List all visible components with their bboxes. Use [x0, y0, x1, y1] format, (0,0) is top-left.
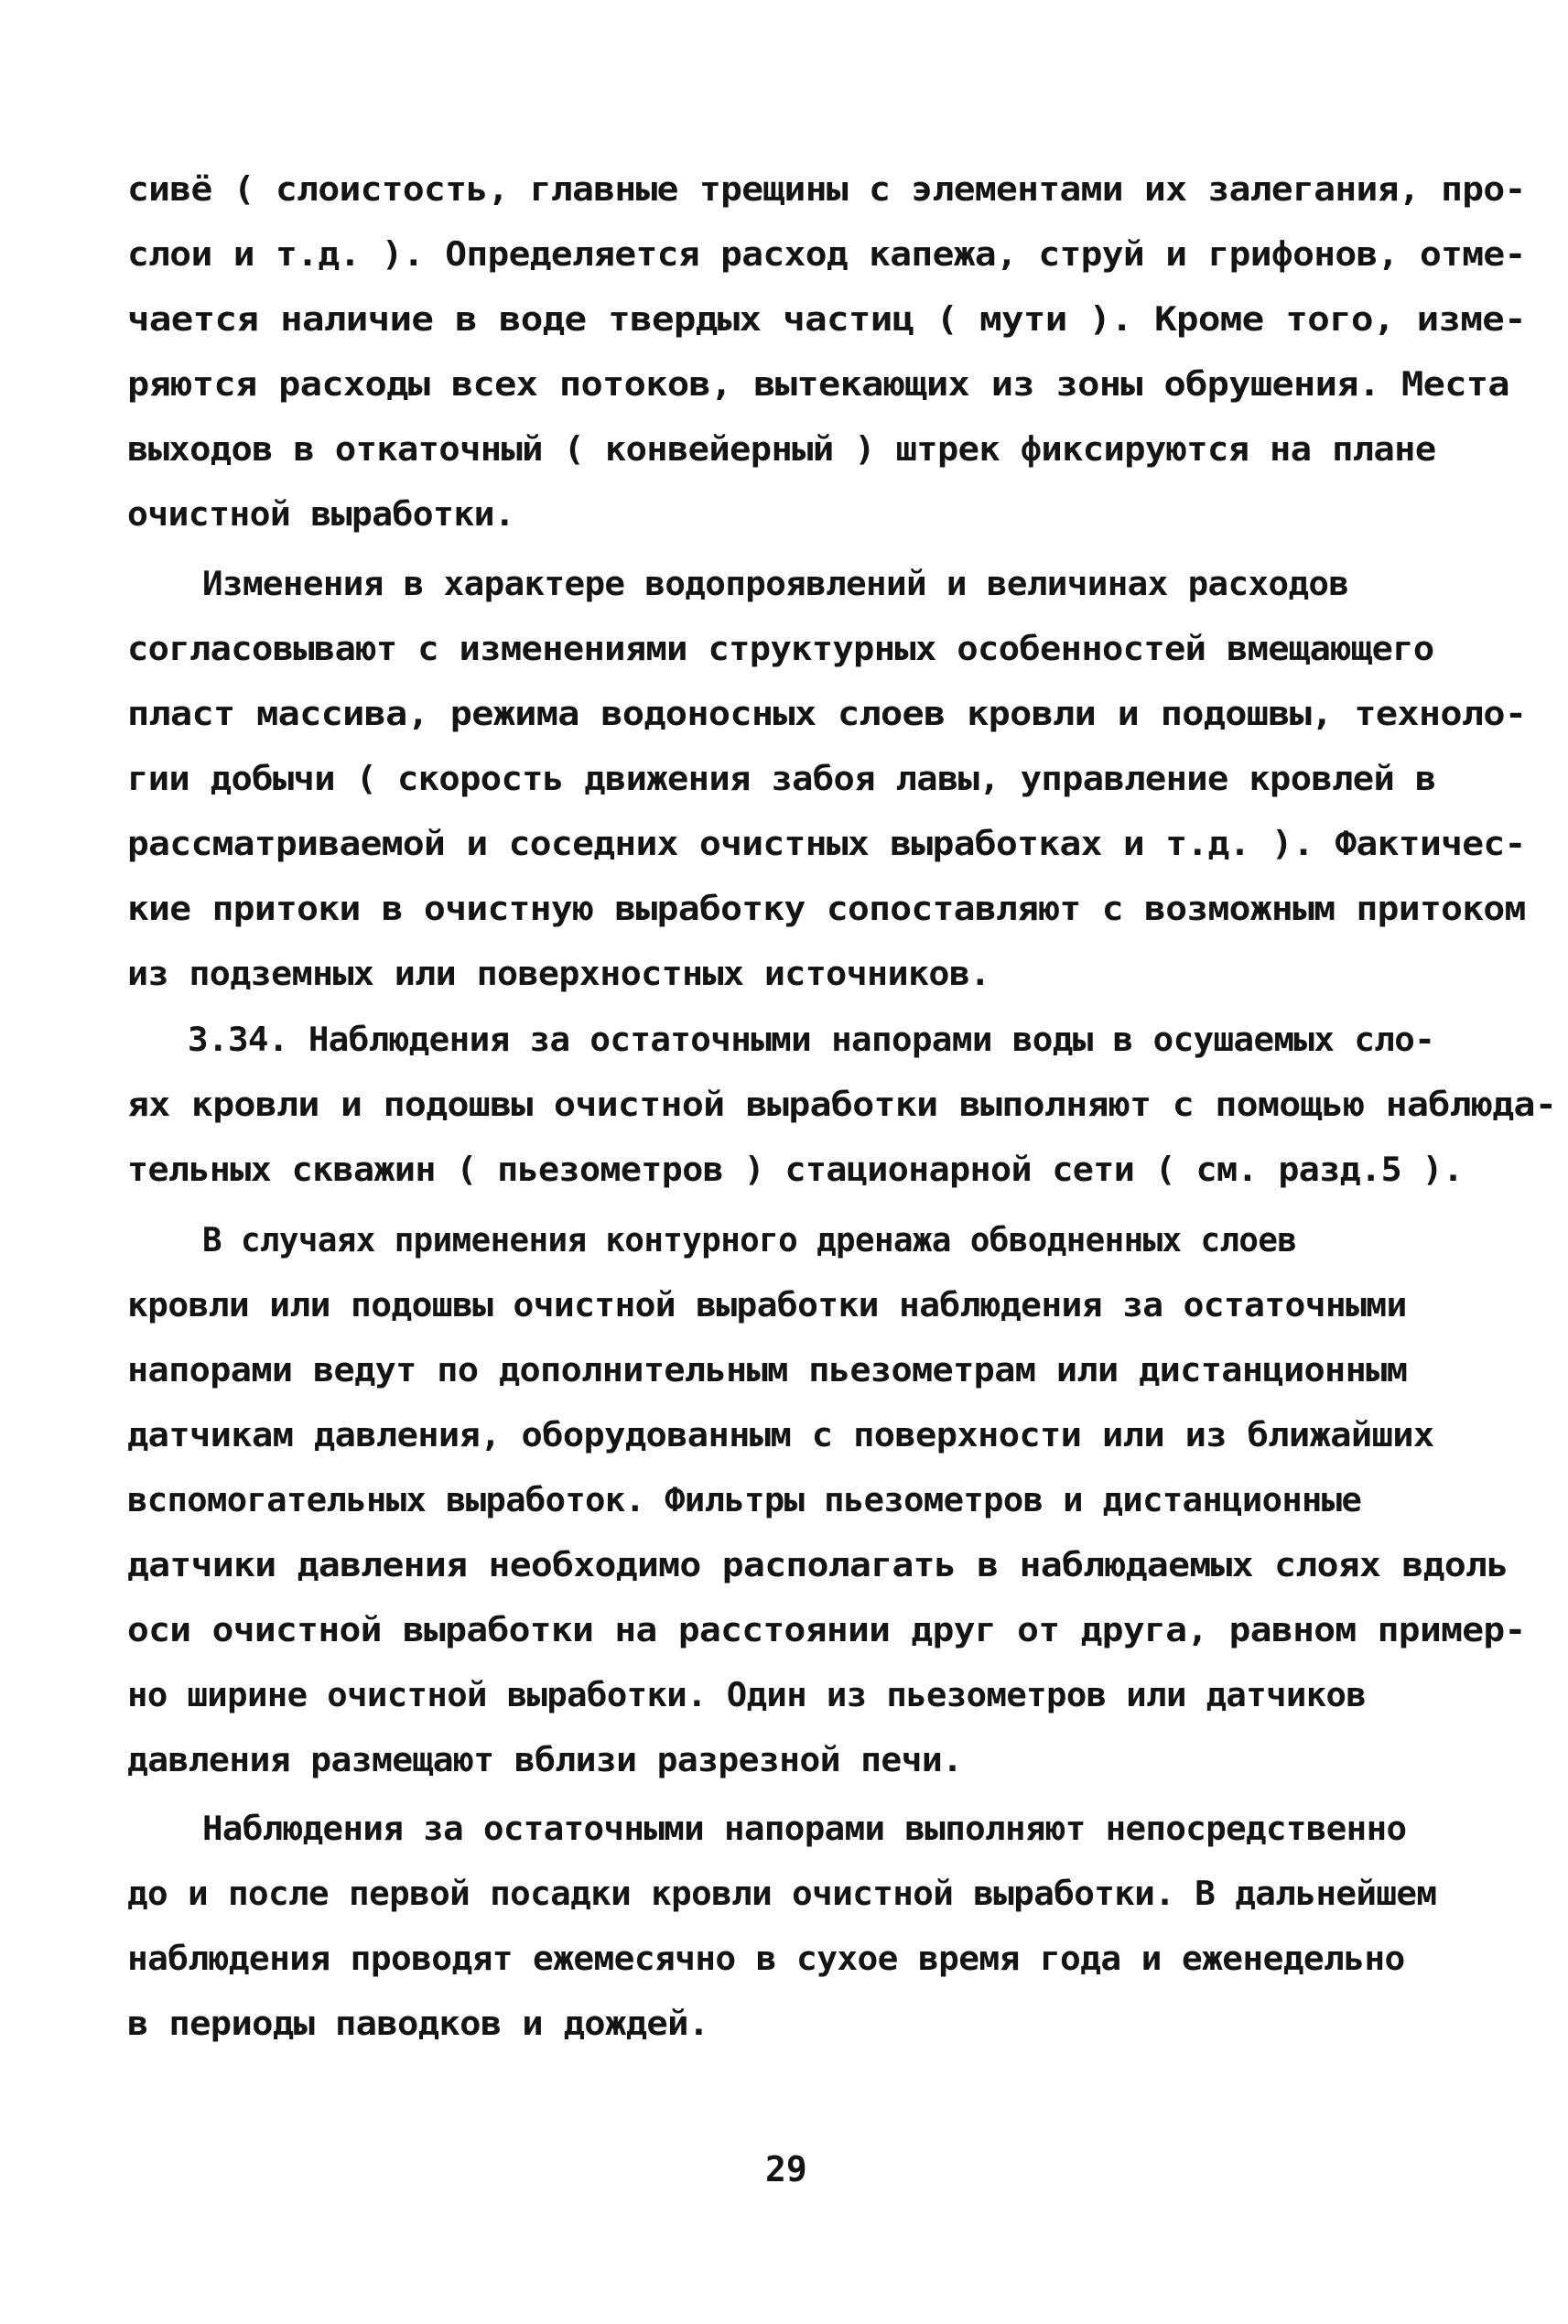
text-line: до и после первой посадки кровли очистной выработки. В дальнейшем: [127, 1874, 1437, 1913]
text-line: ях кровли и подошвы очистной выработки выполняют с помощью наблюда-: [127, 1085, 1557, 1124]
text-line: чается наличие в воде твердых частиц ( мути ). Кроме того, изме-: [127, 299, 1527, 339]
text-line: оси очистной выработки на расстоянии друг от друга, равном пример-: [127, 1610, 1526, 1649]
text-line: рассматриваемой и соседних очистных выработках и т.д. ). Фактичес-: [127, 824, 1526, 863]
text-line: напорами ведут по дополнительным пьезометрам или дистанционным: [127, 1350, 1408, 1389]
text-line: ряются расходы всех потоков, вытекающих из зоны обрушения. Места: [127, 364, 1509, 404]
text-line: но ширине очистной выработки. Один из пьезометров или датчиков: [127, 1675, 1367, 1714]
text-line: очистной выработки.: [127, 494, 515, 534]
text-line: выходов в откаточный ( конвейерный ) штрек фиксируются на плане: [127, 429, 1436, 469]
text-line: тельных скважин ( пьезометров ) стационарной сети ( см. разд.5 ).: [127, 1150, 1464, 1189]
text-line: вспомогательных выработок. Фильтры пьезометров и дистанционные: [127, 1480, 1362, 1519]
text-line: наблюдения проводят ежемесячно в сухое время года и еженедельно: [127, 1939, 1405, 1978]
page-number: 29: [765, 2149, 807, 2189]
text-line: гии добычи ( скорость движения забоя лавы, управление кровлей в: [127, 759, 1436, 798]
text-line: в периоды паводков и дождей.: [127, 2004, 709, 2043]
text-line: сивё ( слоистость, главные трещины с элементами их залегания, про-: [127, 169, 1526, 209]
text-line: слои и т.д. ). Определяется расход капежа, струй и грифонов, отме-: [127, 234, 1526, 274]
text-line: Изменения в характере водопроявлений и величинах расходов: [202, 564, 1349, 603]
text-line: кие притоки в очистную выработку сопоставляют с возможным притоком: [127, 889, 1526, 928]
text-line: из подземных или поверхностных источников.: [127, 954, 990, 993]
text-line: датчикам давления, оборудованным с поверхности или из ближайших: [127, 1415, 1434, 1454]
text-line: пласт массива, режима водоносных слоев кровли и подошвы, техноло-: [127, 694, 1527, 733]
text-line: согласовывают с изменениями структурных особенностей вмещающего: [127, 629, 1434, 668]
text-line: В случаях применения контурного дренажа обводненных слоев: [202, 1220, 1297, 1259]
text-line: датчики давления необходимо располагать в наблюдаемых слоях вдоль: [127, 1545, 1509, 1584]
text-line: 3.34. Наблюдения за остаточными напорами воды в осушаемых сло-: [188, 1020, 1435, 1059]
text-line: кровли или подошвы очистной выработки наблюдения за остаточными: [127, 1285, 1407, 1324]
text-line: Наблюдения за остаточными напорами выполняют непосредственно: [202, 1809, 1407, 1848]
text-line: давления размещают вблизи разрезной печи.: [127, 1740, 963, 1779]
